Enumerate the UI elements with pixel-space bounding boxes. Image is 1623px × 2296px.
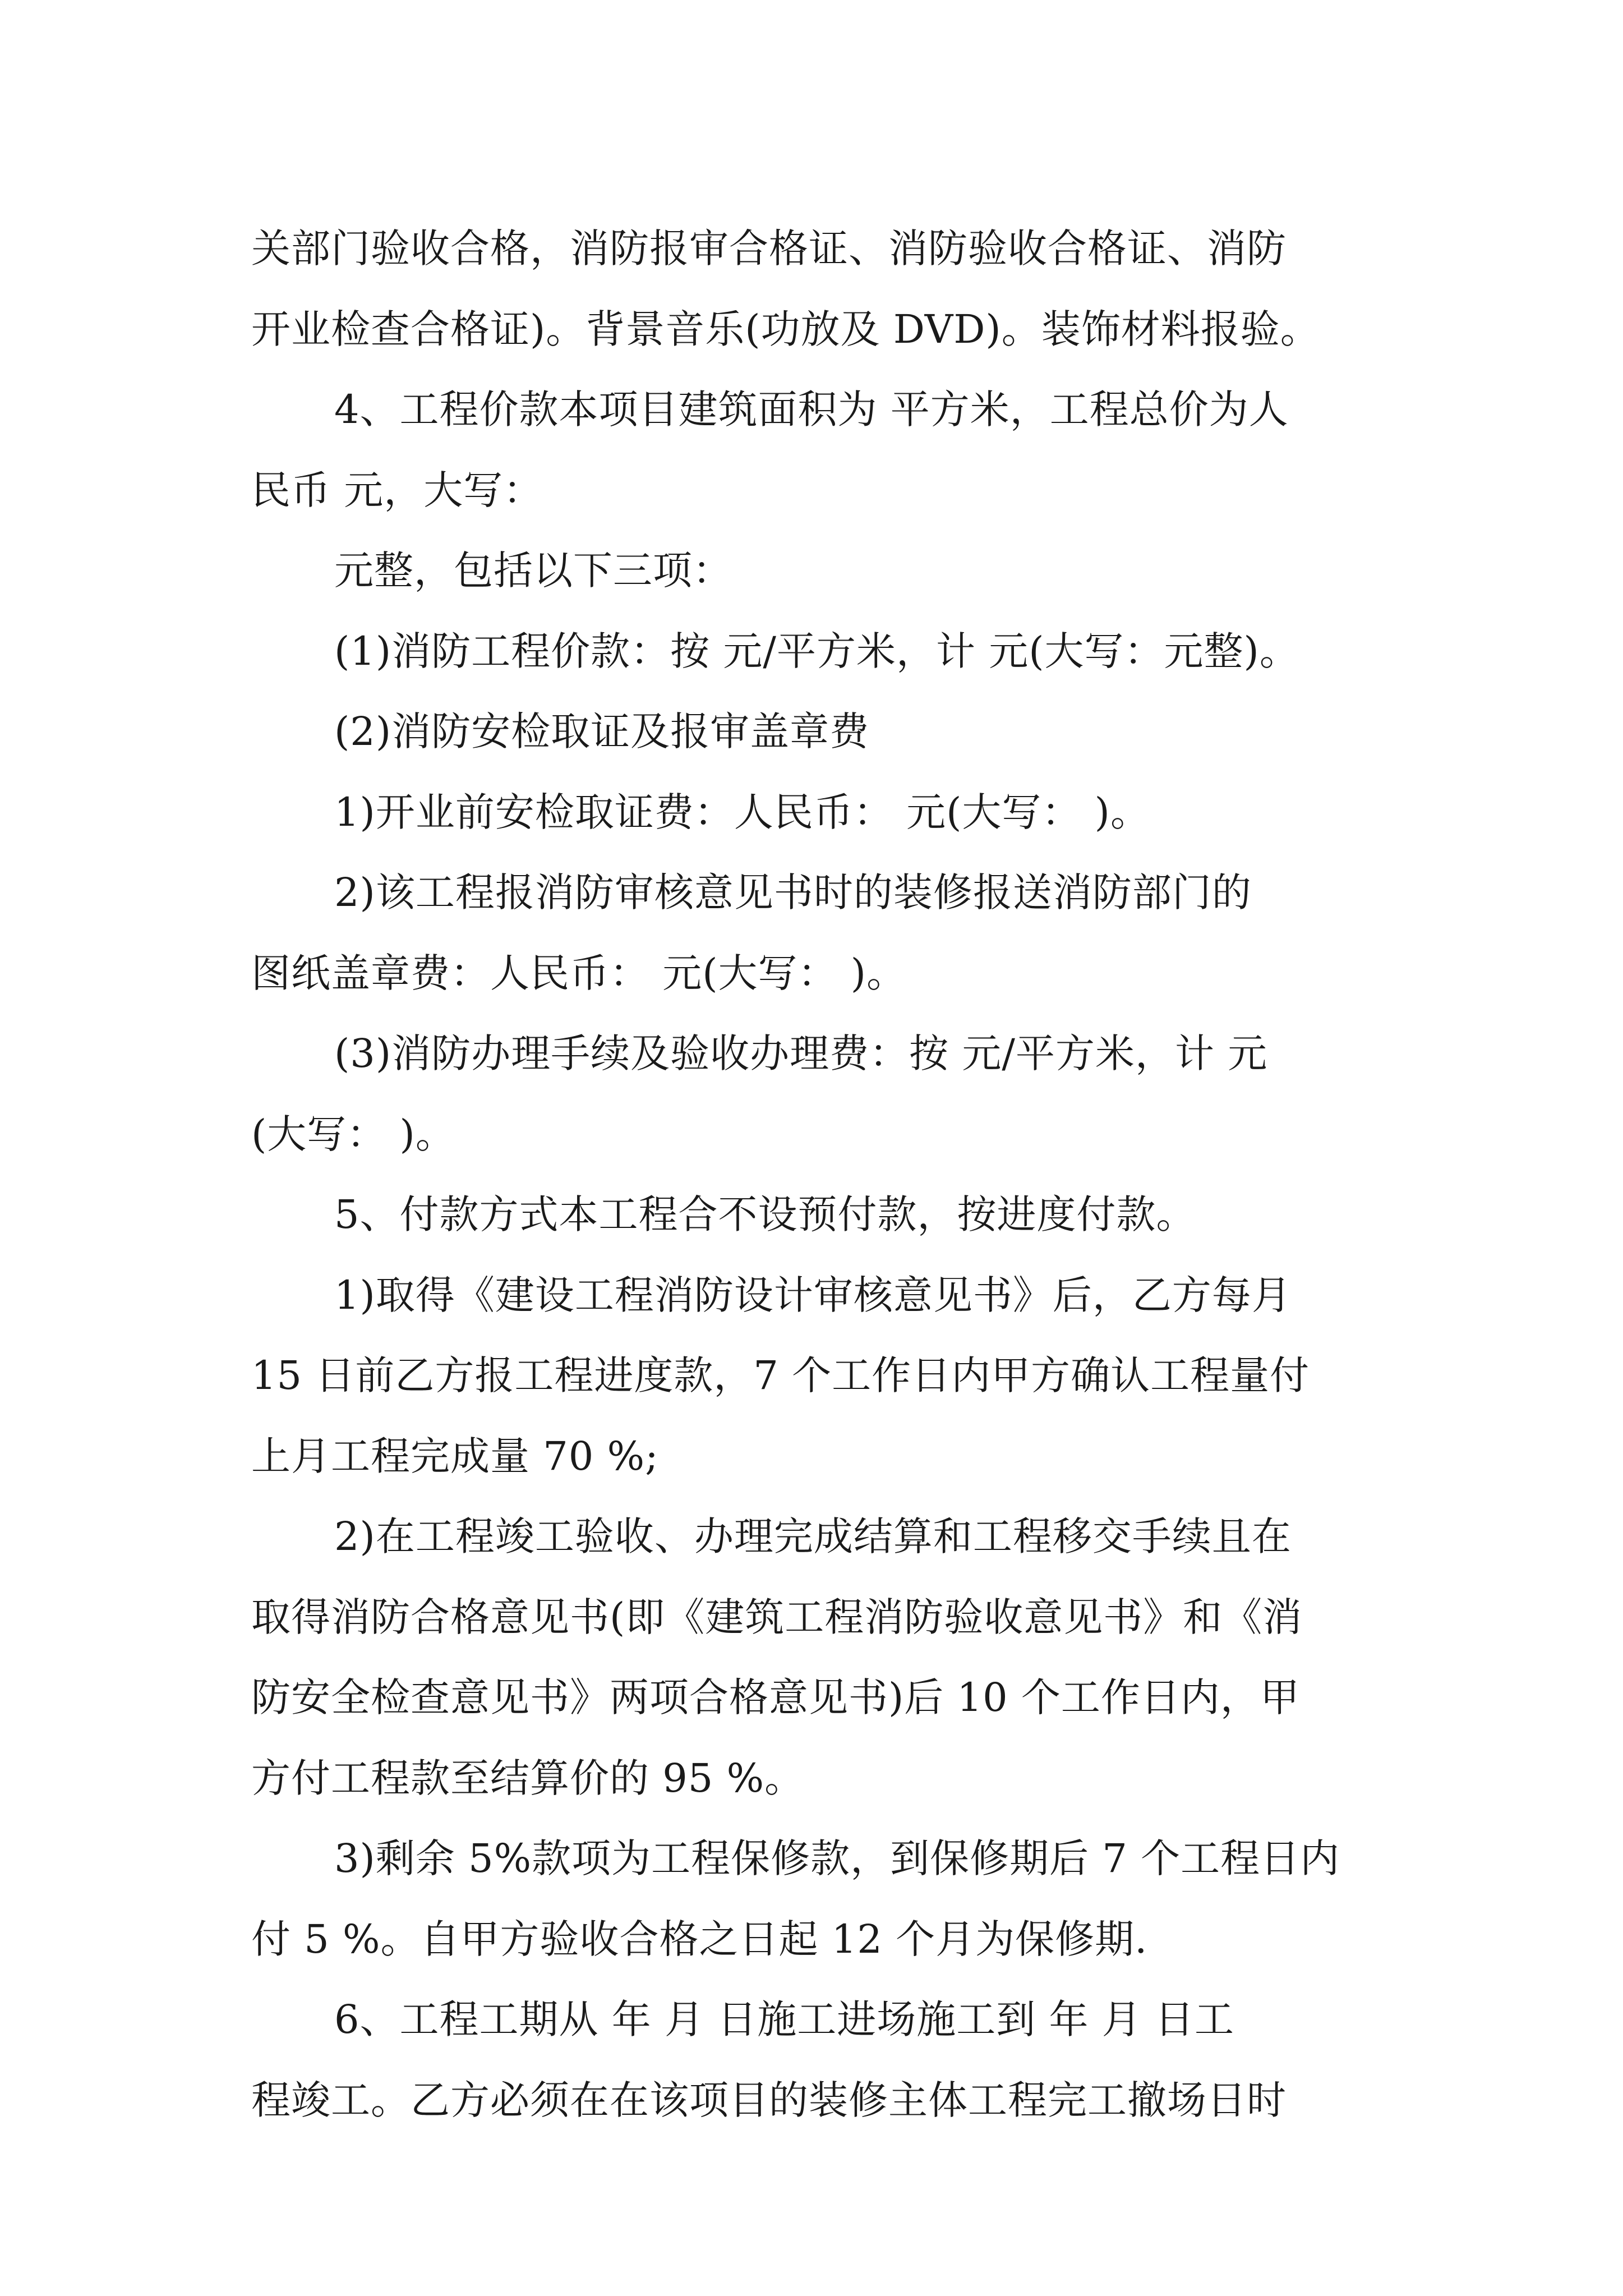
text-line-7: (2)消防安检取证及报审盖章费: [334, 708, 870, 754]
text-line-23: 6、工程工期从 年 月 日施工进场施工到 年 月 日工: [334, 1996, 1235, 2042]
text-line-9: 2)该工程报消防审核意见书时的装修报送消防部门的: [334, 869, 1252, 915]
document-body: [251, 209, 1440, 2141]
text-line-4: 民币 元，大写：: [251, 467, 543, 513]
text-line-18: 取得消防合格意见书(即《建筑工程消防验收意见书》和《消: [251, 1594, 1303, 1640]
text-line-20: 方付工程款至结算价的 95 %。: [251, 1755, 805, 1801]
text-line-21: 3)剩余 5%款项为工程保修款，到保修期后 7 个工程日内: [334, 1835, 1340, 1881]
text-line-16: 上月工程完成量 70 %;: [251, 1433, 659, 1479]
text-line-19: 防安全检查意见书》两项合格意见书)后 10 个工作日内，甲: [251, 1674, 1300, 1720]
text-line-1: 关部门验收合格，消防报审合格证、消防验收合格证、消防: [251, 226, 1287, 272]
text-line-6: (1)消防工程价款：按 元/平方米，计 元(大写：元整)。: [334, 628, 1299, 674]
text-line-15: 15 日前乙方报工程进度款，7 个工作日内甲方确认工程量付: [251, 1352, 1310, 1398]
text-line-13: 5、付款方式本工程合不设预付款，按进度付款。: [334, 1191, 1196, 1237]
text-line-17: 2)在工程竣工验收、办理完成结算和工程移交手续且在: [334, 1513, 1292, 1559]
text-line-11: (3)消防办理手续及验收办理费：按 元/平方米，计 元: [334, 1030, 1268, 1076]
text-line-24: 程竣工。乙方必须在在该项目的装修主体工程完工撤场日时: [251, 2077, 1287, 2123]
text-line-12: (大写： )。: [251, 1111, 455, 1157]
text-line-2: 开业检查合格证)。背景音乐(功放及 DVD)。装饰材料报验。: [251, 306, 1320, 352]
text-line-3: 4、工程价款本项目建筑面积为 平方米，工程总价为人: [334, 386, 1289, 432]
text-line-22: 付 5 %。自甲方验收合格之日起 12 个月为保修期.: [251, 1916, 1148, 1962]
text-line-14: 1)取得《建设工程消防设计审核意见书》后，乙方每月: [334, 1272, 1292, 1318]
text-line-10: 图纸盖章费：人民币： 元(大写： )。: [251, 950, 907, 996]
text-line-8: 1)开业前安检取证费：人民币： 元(大写： )。: [334, 789, 1150, 835]
text-line-5: 元整，包括以下三项：: [334, 547, 732, 593]
